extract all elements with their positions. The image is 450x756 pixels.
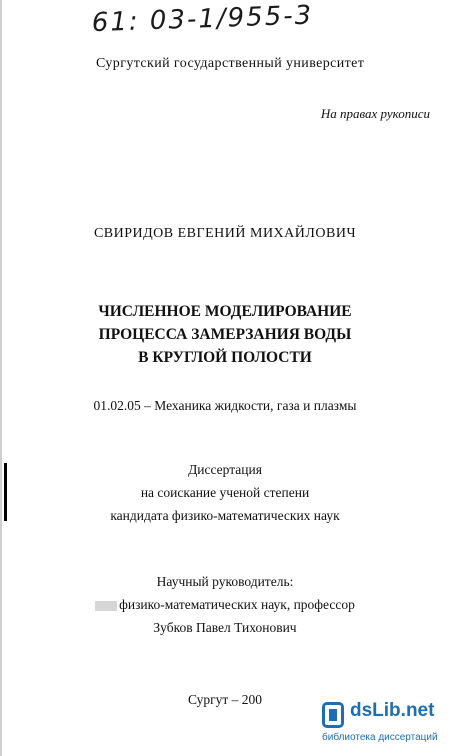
supervisor-name: Зубков Павел Тихонович (153, 620, 297, 635)
specialty-code: 01.02.05 – Механика жидкости, газа и плазмы (93, 398, 357, 413)
watermark-tagline: библиотека диссертаций (322, 732, 438, 743)
city-year: Сургут – 200 (187, 692, 263, 707)
supervisor-degree: физико-математических наук, профессор (119, 597, 355, 612)
title-line: ЧИСЛЕННОЕ МОДЕЛИРОВАНИЕ (98, 303, 352, 320)
degree-block (0, 458, 450, 527)
dslib-logo-icon (322, 702, 344, 728)
degree-line: кандидата физико-математических наук (110, 508, 340, 523)
handwritten-code: 61: 03-1/955-3 (91, 0, 314, 39)
scan-edge (0, 0, 2, 756)
supervisor-block (0, 570, 450, 639)
degree-line: на соискание ученой степени (140, 485, 310, 500)
supervisor-heading: Научный руководитель: (156, 574, 294, 589)
title-line: ПРОЦЕССА ЗАМЕРЗАНИЯ ВОДЫ (98, 326, 352, 343)
university-name: Сургутский государственный университет (96, 56, 365, 71)
dissertation-title (0, 300, 450, 369)
supervisor-degree-line (0, 593, 450, 616)
degree-line: Диссертация (188, 462, 262, 477)
rights-note: На правах рукописи (320, 106, 430, 121)
dslib-watermark (322, 700, 448, 750)
watermark-brand: dsLib.net (350, 700, 435, 721)
author-name: СВИРИДОВ ЕВГЕНИЙ МИХАЙЛОВИЧ (93, 226, 357, 241)
title-line: В КРУГЛОЙ ПОЛОСТИ (138, 349, 312, 366)
smudge-mark (95, 601, 117, 611)
